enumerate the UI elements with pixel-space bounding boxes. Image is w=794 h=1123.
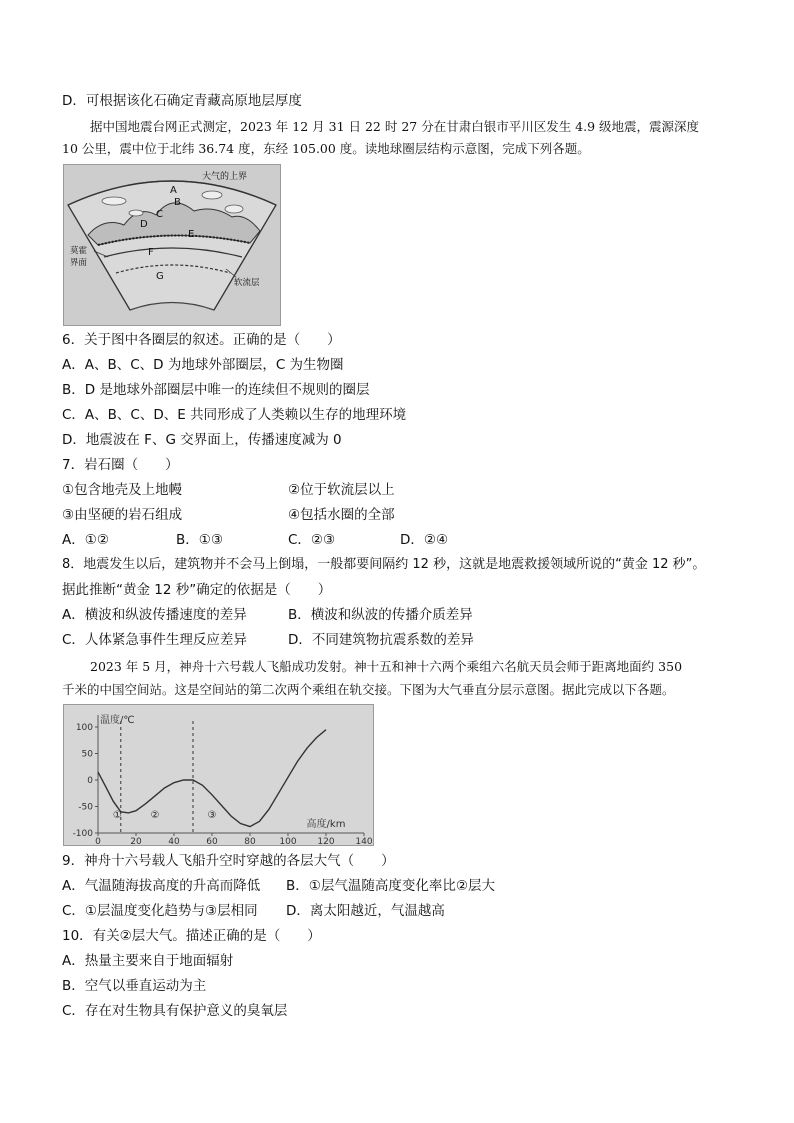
- passage-earthquake-line2: 10 公里，震中位于北纬 36.74 度，东经 105.00 度。读地球圈层结构示意图，完成下列各题。: [62, 141, 590, 156]
- question8-option-d: D．不同建筑物抗震系数的差异: [288, 632, 474, 648]
- question8-option-c: C．人体紧急事件生理反应差异: [62, 632, 247, 648]
- question7-option-d: D．②④: [400, 532, 449, 548]
- question7-statement-2: ②位于软流层以上: [288, 482, 395, 498]
- x-tick-label: 40: [168, 837, 180, 845]
- x-tick-label: 60: [206, 837, 218, 845]
- earth-sphere-svg: [64, 165, 280, 325]
- x-tick-label: 100: [279, 837, 297, 845]
- y-tick-label: 100: [75, 723, 93, 733]
- question9-option-b: B．①层气温随高度变化率比②层大: [286, 878, 495, 894]
- question9-option-d: D．离太阳越近，气温越高: [286, 903, 445, 919]
- atmosphere-chart-svg: [64, 705, 373, 845]
- question10-option-b: B．空气以垂直运动为主: [62, 978, 207, 994]
- x-tick-label: 120: [317, 837, 335, 845]
- question10-stem: 10．有关②层大气。描述正确的是（ ）: [62, 928, 321, 944]
- y-tick-label: -50: [78, 802, 93, 813]
- label-upper-boundary: 大气的上界: [202, 172, 248, 182]
- label-b: B: [174, 197, 181, 208]
- question6-option-c: C．A、B、C、D、E 共同形成了人类赖以生存的地理环境: [62, 407, 407, 423]
- question6-option-d: D．地震波在 F、G 交界面上，传播速度减为 0: [62, 432, 342, 448]
- question7-option-b: B．①③: [176, 532, 223, 548]
- label-moho-1: 莫霍: [70, 246, 88, 256]
- question9-option-a: A．气温随海拔高度的升高而降低: [62, 878, 261, 894]
- label-g: G: [156, 271, 164, 282]
- y-tick-label: 50: [81, 749, 93, 760]
- layer-label: ②: [150, 810, 160, 822]
- question7-statement-4: ④包括水圈的全部: [288, 507, 395, 523]
- x-axis-label: 高度/km: [306, 819, 346, 830]
- label-d: D: [140, 219, 148, 230]
- question5-option-d: D．可根据该化石确定青藏高原地层厚度: [62, 93, 302, 109]
- label-f: F: [148, 247, 154, 258]
- question6-stem: 6．关于图中各圈层的叙述。正确的是（ ）: [62, 332, 341, 348]
- question8-option-b: B．横波和纵波的传播介质差异: [288, 607, 473, 623]
- y-tick-label: -100: [72, 829, 93, 839]
- question9-stem: 9．神舟十六号载人飞船升空时穿越的各层大气（ ）: [62, 853, 395, 869]
- passage-shenzhou-line1: 2023 年 5 月，神舟十六号载人飞船成功发射。神十五和神十六两个乘组六名航天员会师于距离地面约 350: [90, 659, 683, 674]
- earth-sphere-diagram: [63, 164, 281, 326]
- label-a: A: [170, 185, 177, 196]
- atmosphere-chart: [63, 704, 374, 846]
- label-c: C: [156, 209, 163, 220]
- label-moho-2: 界面: [70, 258, 88, 268]
- passage-shenzhou-line2: 千米的中国空间站。这是空间站的第二次两个乘组在轨交接。下图为大气垂直分层示意图。据此完成以下各题。: [62, 682, 675, 697]
- question10-option-c: C．存在对生物具有保护意义的臭氧层: [62, 1003, 288, 1019]
- label-e: E: [188, 229, 195, 240]
- layer-label: ①: [112, 810, 122, 822]
- question7-statement-1: ①包含地壳及上地幔: [62, 482, 183, 498]
- question7-statement-3: ③由坚硬的岩石组成: [62, 507, 183, 523]
- question8-stem-line2: 据此推断“黄金 12 秒”确定的依据是（ ）: [62, 582, 332, 598]
- layer-label: ③: [207, 810, 217, 822]
- question8-option-a: A．横波和纵波传播速度的差异: [62, 607, 247, 623]
- question7-stem: 7．岩石圈（ ）: [62, 457, 179, 473]
- x-tick-label: 20: [130, 837, 142, 845]
- question9-option-c: C．①层温度变化趋势与③层相同: [62, 903, 258, 919]
- question7-option-c: C．②③: [288, 532, 336, 548]
- question7-option-a: A．①②: [62, 532, 109, 548]
- question6-option-b: B．D 是地球外部圈层中唯一的连续但不规则的圈层: [62, 382, 370, 398]
- passage-earthquake-line1: 据中国地震台网正式测定，2023 年 12 月 31 日 22 时 27 分在甘肃白银市平川区发生 4.9 级地震，震源深度: [90, 119, 700, 134]
- question6-option-a: A．A、B、C、D 为地球外部圈层，C 为生物圈: [62, 357, 344, 373]
- y-tick-label: 0: [87, 776, 93, 786]
- question10-option-a: A．热量主要来自于地面辐射: [62, 953, 234, 969]
- y-axis-label: 温度/℃: [100, 715, 135, 726]
- question8-stem-line1: 8．地震发生以后，建筑物并不会马上倒塌，一般都要间隔约 12 秒，这就是地震救援领域所说的“黄金 12 秒”。: [62, 557, 706, 572]
- x-tick-label: 80: [244, 837, 256, 845]
- x-tick-label: 0: [95, 837, 101, 845]
- x-tick-label: 140: [355, 837, 373, 845]
- label-asthenosphere: 软流层: [234, 278, 260, 288]
